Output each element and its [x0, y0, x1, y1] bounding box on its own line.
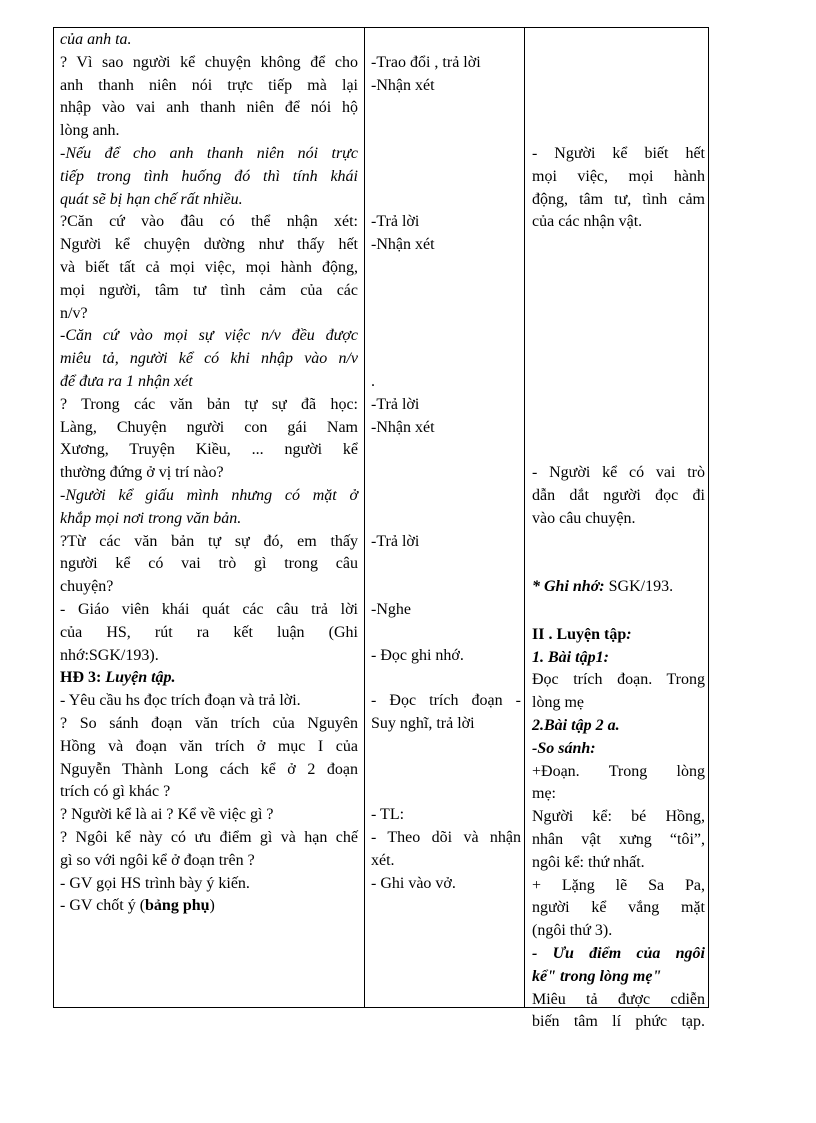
- text-line: lòng anh.: [60, 122, 120, 140]
- text-line: - Yêu cầu hs đọc trích đoạn và trả lời.: [60, 692, 301, 710]
- text-line: thường đứng ở vị trí nào?: [60, 464, 224, 482]
- text-line: - Người kể biết hết: [532, 145, 705, 162]
- text-line: -Người kể giấu mình nhưng có mặt ở: [60, 487, 358, 504]
- text-line: nhân vật xưng “tôi”,: [532, 831, 705, 848]
- text-line: +Đoạn. Trong lòng: [532, 762, 705, 780]
- text-line: của anh ta.: [60, 31, 132, 48]
- text-line: quát sẽ bị hạn chế rất nhiều.: [60, 190, 243, 208]
- text-line: II . Luyện tập:: [532, 625, 632, 643]
- text-line: ? Ngôi kể này có ưu điểm gì và hạn chế: [60, 829, 358, 846]
- text-line: -Nếu để cho anh thanh niên nói trực: [60, 145, 358, 162]
- text-line: + Lặng lẽ Sa Pa,: [532, 876, 705, 894]
- text-line: - Đọc trích đoạn -: [371, 692, 521, 710]
- text-line: - Theo dõi và nhận: [371, 829, 521, 846]
- gv-chot-text: - GV chốt ý (: [60, 897, 146, 914]
- text-line: miêu tả, người kể có khi nhập vào n/v: [60, 350, 358, 368]
- text-line: ? So sánh đoạn văn trích của Nguyên: [60, 715, 358, 732]
- text-line: (ngôi thứ 3).: [532, 922, 613, 940]
- text-line: dẫn dắt người đọc đi: [532, 487, 705, 504]
- gv-chot-line: [60, 895, 358, 918]
- text-line: ?Căn cứ vào đâu có thể nhận xét:: [60, 213, 358, 231]
- text-line: mọi việc, mọi hành: [532, 167, 705, 185]
- text-line: -Nhận xét: [371, 418, 435, 436]
- text-line: -Căn cứ vào mọi sự việc n/v đều được: [60, 327, 358, 345]
- text-line: Suy nghĩ, trả lời: [371, 715, 475, 732]
- text-line: -Trao đổi , trả lời: [371, 53, 481, 71]
- hd3-title: Luyện tập.: [105, 669, 176, 686]
- hd3-prefix: HĐ 3:: [60, 669, 106, 686]
- hd3-heading: [60, 667, 358, 690]
- text-line: Đọc trích đoạn. Trong: [532, 671, 705, 689]
- text-line: mọi người, tâm tư tình cảm của các: [60, 281, 358, 299]
- text-line: ? Người kể là ai ? Kể về việc gì ?: [60, 806, 274, 824]
- gv-chot-bold: bảng phụ: [145, 897, 210, 914]
- text-line: ?Từ các văn bản tự sự đó, em thấy: [60, 532, 358, 550]
- text-line: chuyện?: [60, 578, 114, 596]
- column-divider-2: [524, 28, 525, 1007]
- text-line: trích có gì khác ?: [60, 783, 171, 801]
- text-line: Người kể chuyện dường như thấy hết: [60, 236, 358, 254]
- text-line: kể" trong lòng mẹ": [532, 967, 662, 985]
- text-line: để đưa ra 1 nhận xét: [60, 373, 193, 390]
- text-line: - Đọc ghi nhớ.: [371, 646, 464, 664]
- text-line: biến tâm lí phức tạp.: [532, 1013, 705, 1031]
- text-line: Làng, Chuyện người con gái Nam: [60, 418, 358, 436]
- gv-chot-close: ): [209, 897, 215, 914]
- text-line: Hồng và đoạn văn trích ở mục I của: [60, 737, 358, 755]
- text-line: xét.: [371, 851, 395, 869]
- text-line: anh thanh niên nói trực tiếp mà lại: [60, 76, 358, 94]
- text-line: của các nhận vật.: [532, 213, 643, 231]
- text-line: lòng mẹ: [532, 694, 584, 712]
- ghi-nho-line: [532, 576, 705, 599]
- text-line: người kể vắng mặt: [532, 899, 705, 917]
- text-line: -Nhận xét: [371, 76, 435, 94]
- ghi-nho-text: SGK/193.: [604, 578, 674, 595]
- text-line: -Trả lời: [371, 213, 420, 231]
- text-line: - Giáo viên khái quát các câu trả lời: [60, 601, 358, 618]
- text-line: - TL:: [371, 806, 405, 824]
- text-line: Miêu tả được cdiễn: [532, 990, 705, 1008]
- text-line: ngôi kể: thứ nhất.: [532, 853, 645, 871]
- text-line: nhớ:SGK/193).: [60, 646, 159, 664]
- column-divider-1: [364, 28, 365, 1007]
- text-line: n/v?: [60, 304, 88, 322]
- text-line: .: [371, 373, 375, 390]
- text-line: mẹ:: [532, 785, 556, 803]
- text-line: -Nghe: [371, 601, 411, 618]
- text-line: -Nhận xét: [371, 236, 435, 254]
- text-line: -Trả lời: [371, 532, 420, 550]
- lesson-table: [53, 27, 709, 1031]
- text-line: Xương, Truyện Kiều, ... người kể: [60, 441, 358, 459]
- text-line: vào câu chuyện.: [532, 509, 636, 527]
- text-line: gì so với ngôi kể ở đoạn trên ?: [60, 851, 255, 869]
- text-line: nhập vào vai anh thanh niên để nói hộ: [60, 99, 358, 117]
- text-line: -Trả lời: [371, 395, 420, 413]
- text-line: động, tâm tư, tình cảm: [532, 190, 705, 208]
- text-line: Nguyễn Thành Long cách kể ở 2 đoạn: [60, 760, 358, 778]
- text-line: 2.Bài tập 2 a.: [532, 717, 620, 734]
- text-line: - GV gọi HS trình bày ý kiến.: [60, 874, 250, 892]
- text-line: người kể có vai trò gì trong câu: [60, 555, 358, 573]
- text-line: khắp mọi nơi trong văn bản.: [60, 509, 242, 527]
- text-line: và biết tất cả mọi việc, mọi hành động,: [60, 259, 358, 276]
- luyen-tap-colon: :: [626, 625, 632, 643]
- text-line: ? Trong các văn bản tự sự đã học:: [60, 395, 358, 413]
- text-line: 1. Bài tập1:: [532, 648, 609, 666]
- ghi-nho-label: * Ghi nhớ:: [532, 578, 605, 595]
- text-line: Người kể: bé Hồng,: [532, 808, 705, 826]
- text-line: - Ghi vào vở.: [371, 874, 456, 892]
- text-line: ? Vì sao người kể chuyện không để cho: [60, 53, 358, 71]
- text-line: - Người kể có vai trò: [532, 464, 705, 482]
- text-line: tiếp trong tình huống đó thì tính khái: [60, 167, 358, 185]
- text-line: - Ưu điểm của ngôi: [532, 945, 705, 962]
- text-line: của HS, rút ra kết luận (Ghi: [60, 623, 358, 641]
- text-line: -So sánh:: [532, 739, 596, 757]
